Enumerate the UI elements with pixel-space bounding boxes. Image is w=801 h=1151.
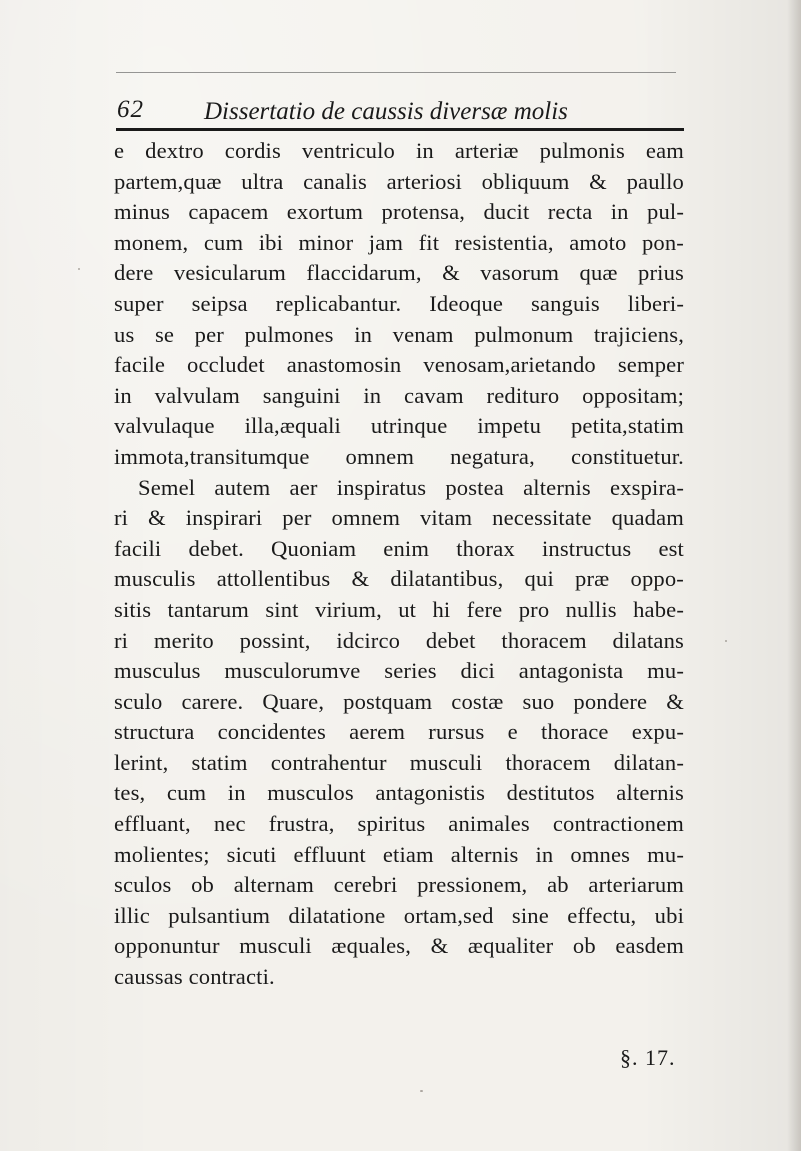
text-line: musculus musculorumve series dici antagonista mu-: [114, 658, 684, 684]
text-line: effluant, nec frustra, spiritus animales contractionem: [114, 811, 684, 837]
text-line: ri merito possint, idcirco debet thoracem dilatans: [114, 627, 684, 653]
text-line: sculos ob alternam cerebri pressionem, ab arteriarum: [114, 872, 684, 898]
header-rule: [116, 128, 684, 131]
text-line: sitis tantarum sint virium, ut hi fere pro nullis habe-: [114, 596, 684, 622]
paper-speck: [725, 640, 727, 642]
text-line: illic pulsantium dilatatione ortam,sed sine effectu, ubi: [114, 902, 684, 928]
text-line: dere vesicularum flaccidarum, & vasorum quæ prius: [114, 260, 684, 286]
text-line: facile occludet anastomosin venosam,arietando semper: [114, 352, 684, 378]
paragraph-start-line: Semel autem aer inspiratus postea alternis exspira-: [138, 474, 684, 500]
text-line: lerint, statim contrahentur musculi thoracem dilatan-: [114, 749, 684, 775]
text-line: minus capacem exortum protensa, ducit recta in pul-: [114, 199, 684, 225]
text-line: super seipsa replicabantur. Ideoque sanguis liberi-: [114, 290, 684, 316]
text-line: musculis attollentibus & dilatantibus, qui præ oppo-: [114, 566, 684, 592]
text-line: immota,transitumque omnem negatura, constituetur.: [114, 443, 684, 469]
running-title: Dissertatio de caussis diversæ molis: [204, 98, 568, 125]
body-text: [114, 136, 684, 993]
text-line: valvulaque illa,æquali utrinque impetu petita,statim: [114, 413, 684, 439]
text-line: us se per pulmones in venam pulmonum trajiciens,: [114, 321, 684, 347]
header-top-rule: [116, 72, 676, 73]
text-line: monem, cum ibi minor jam fit resistentia, amoto pon-: [114, 229, 684, 255]
text-line: molientes; sicuti effluunt etiam alternis in omnes mu-: [114, 841, 684, 867]
text-line: e dextro cordis ventriculo in arteriæ pulmonis eam: [114, 138, 684, 163]
text-line: tes, cum in musculos antagonistis destitutos alternis: [114, 780, 684, 806]
text-line: structura concidentes aerem rursus e thorace expu-: [114, 719, 684, 745]
page-number: 62: [117, 96, 144, 123]
text-line: sculo carere. Quare, postquam costæ suo pondere &: [114, 688, 684, 714]
text-line: opponuntur musculi æquales, & æqualiter ob easdem: [114, 933, 684, 959]
paragraph-end-line: caussas contracti.: [114, 964, 275, 990]
text-line: facili debet. Quoniam enim thorax instructus est: [114, 535, 684, 561]
catchword: §. 17.: [620, 1045, 676, 1070]
paper-speck: [420, 1090, 423, 1092]
text-line: ri & inspirari per omnem vitam necessitate quadam: [114, 505, 684, 531]
text-line: in valvulam sanguini in cavam redituro oppositam;: [114, 382, 684, 408]
text-line: partem,quæ ultra canalis arteriosi obliquum & paullo: [114, 168, 684, 194]
page-edge-shadow: [787, 0, 801, 1151]
paper-speck: [78, 268, 80, 270]
